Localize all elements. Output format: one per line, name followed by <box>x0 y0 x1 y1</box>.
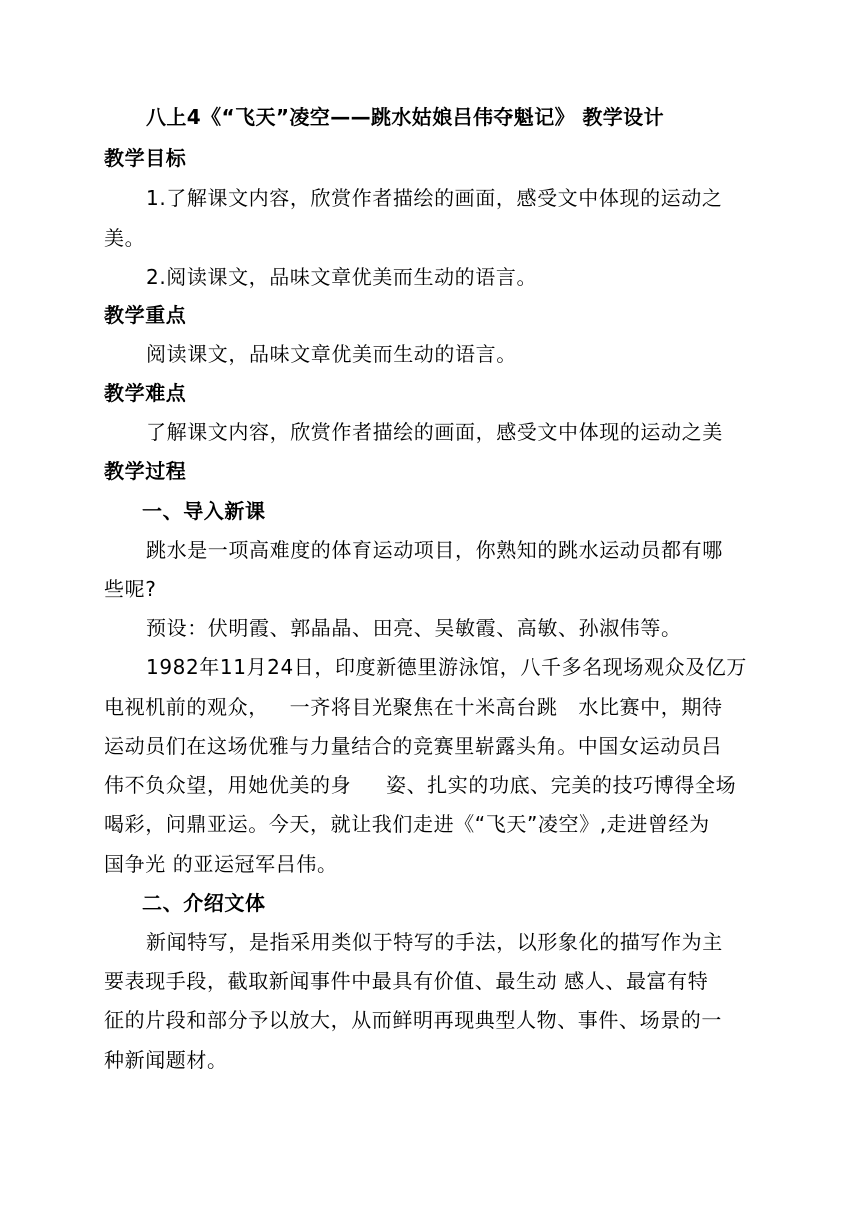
page-title: 八上4《“飞天”凌空——跳水姑娘吕伟夺魁记》 教学设计 <box>146 105 664 129</box>
key-points-text: 阅读课文，品味文章优美而生动的语言。 <box>146 342 517 366</box>
objective-item-1-line-1: 1.了解课文内容，欣赏作者描绘的画面，感受文中体现的运动之 <box>146 186 723 210</box>
part-1-p3-line-3: 运动员们在这场优雅与力量结合的竞赛里崭露头角。中国女运动员吕 <box>104 734 722 758</box>
part-1-p3-line-1: 1982年11月24日，印度新德里游泳馆，八千多名现场观众及亿万 <box>146 655 747 679</box>
part-1-p2: 预设：伏明霞、郭晶晶、田亮、吴敏霞、高敏、孙淑伟等。 <box>146 616 682 640</box>
part-1-p3-line-6: 国争光 的亚运冠军吕伟。 <box>104 852 338 876</box>
process-heading: 教学过程 <box>104 459 187 483</box>
objective-item-1-line-2: 美。 <box>104 226 146 250</box>
part-2-heading: 二、介绍文体 <box>142 891 266 915</box>
part-1-p3-line-4: 伟不负众望，用她优美的身 姿、扎实的功底、完美的技巧博得全场 <box>104 773 737 797</box>
part-1-heading: 一、导入新课 <box>142 499 266 523</box>
key-points-heading: 教学重点 <box>104 303 187 327</box>
part-2-p1-line-2: 要表现手段，截取新闻事件中最具有价值、最生动 感人、最富有特 <box>104 969 709 993</box>
part-1-p3-line-2: 电视机前的观众， 一齐将目光聚焦在十米高台跳 水比赛中，期待 <box>104 695 723 719</box>
part-1-p1-line-1: 跳水是一项高难度的体育运动项目，你熟知的跳水运动员都有哪 <box>146 538 723 562</box>
part-2-p1-line-3: 征的片段和部分予以放大，从而鲜明再现典型人物、事件、场景的一 <box>104 1008 722 1032</box>
part-1-p1-line-2: 些呢? <box>104 577 157 601</box>
objective-item-2: 2.阅读课文，品味文章优美而生动的语言。 <box>146 265 538 289</box>
part-2-p1-line-1: 新闻特写，是指采用类似于特写的手法，以形象化的描写作为主 <box>146 930 723 954</box>
difficulties-text: 了解课文内容，欣赏作者描绘的画面，感受文中体现的运动之美 <box>146 420 723 444</box>
part-2-p1-line-4: 种新闻题材。 <box>104 1048 228 1072</box>
objectives-heading: 教学目标 <box>104 146 187 170</box>
part-1-p3-line-5: 喝彩，问鼎亚运。今天，就让我们走进《“飞天”凌空》,走进曾经为 <box>104 812 710 836</box>
difficulties-heading: 教学难点 <box>104 381 187 405</box>
